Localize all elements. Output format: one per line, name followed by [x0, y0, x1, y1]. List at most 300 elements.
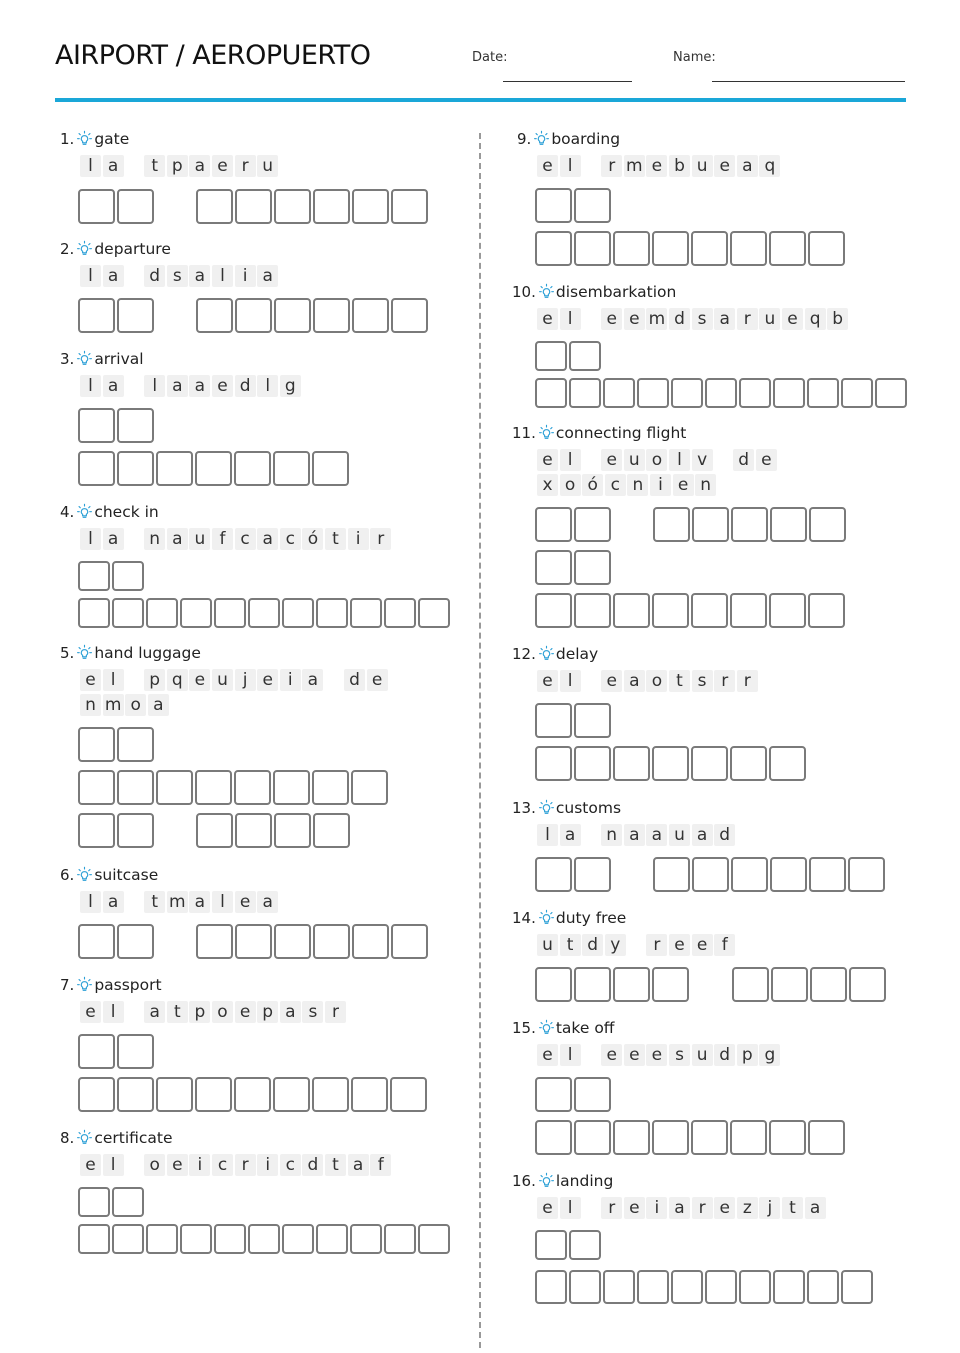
- answer-letter-box[interactable]: [535, 703, 572, 738]
- answer-letter-box[interactable]: [78, 561, 110, 591]
- answer-letter-box[interactable]: [316, 1224, 348, 1254]
- answer-letter-box[interactable]: [574, 593, 611, 628]
- answer-letter-box[interactable]: [274, 298, 311, 333]
- item-number: 14.: [512, 909, 536, 927]
- answer-letter-box[interactable]: [350, 598, 382, 628]
- letter-tile: l: [560, 670, 581, 692]
- letter-tile: t: [560, 934, 581, 956]
- answer-letter-box[interactable]: [691, 1120, 728, 1155]
- date-field[interactable]: [503, 81, 632, 82]
- answer-letter-box[interactable]: [180, 598, 212, 628]
- answer-letter-box[interactable]: [808, 1120, 845, 1155]
- lightbulb-hint-icon[interactable]: [539, 799, 554, 817]
- answer-letter-box[interactable]: [848, 857, 885, 892]
- answer-letter-box[interactable]: [535, 188, 572, 223]
- answer-letter-box[interactable]: [352, 924, 389, 959]
- letter-tile: l: [537, 824, 558, 846]
- letter-tile: r: [235, 1154, 256, 1176]
- letter-tile: r: [646, 934, 667, 956]
- answer-letter-box[interactable]: [770, 507, 807, 542]
- answer-letter-box[interactable]: [117, 1034, 154, 1069]
- lightbulb-hint-icon[interactable]: [539, 283, 554, 301]
- answer-letter-box[interactable]: [248, 1224, 280, 1254]
- answer-letter-box[interactable]: [841, 378, 873, 408]
- answer-letter-box[interactable]: [535, 857, 572, 892]
- answer-letter-box[interactable]: [603, 1270, 635, 1304]
- answer-letter-box[interactable]: [535, 967, 572, 1002]
- answer-letter-box[interactable]: [117, 408, 154, 443]
- letter-tile: l: [560, 1044, 581, 1066]
- answer-letter-box[interactable]: [613, 593, 650, 628]
- answer-letter-box[interactable]: [773, 1270, 805, 1304]
- lightbulb-hint-icon[interactable]: [77, 130, 92, 148]
- letter-tile: a: [189, 375, 210, 397]
- letter-tile: e: [782, 308, 803, 330]
- answer-letter-box[interactable]: [117, 813, 154, 848]
- answer-letter-box[interactable]: [156, 1077, 193, 1112]
- answer-letter-box[interactable]: [78, 408, 115, 443]
- answer-letter-box[interactable]: [574, 550, 611, 585]
- letter-tile: q: [759, 155, 780, 177]
- answer-letter-box[interactable]: [195, 1077, 232, 1112]
- letter-tile: e: [80, 669, 101, 691]
- answer-letter-box[interactable]: [273, 770, 310, 805]
- answer-letter-box[interactable]: [731, 507, 768, 542]
- letter-tile: e: [235, 1001, 256, 1023]
- answer-letter-box[interactable]: [769, 1120, 806, 1155]
- answer-letter-box[interactable]: [351, 1077, 388, 1112]
- letter-tile: r: [601, 1197, 622, 1219]
- answer-letter-box[interactable]: [731, 857, 768, 892]
- letter-tile: u: [189, 528, 210, 550]
- letter-tile: a: [189, 891, 210, 913]
- letter-tile: l: [80, 375, 101, 397]
- answer-letter-box[interactable]: [535, 507, 572, 542]
- letter-tile: d: [733, 449, 754, 471]
- answer-letter-box[interactable]: [730, 746, 767, 781]
- question-line: [512, 797, 621, 819]
- answer-letter-box[interactable]: [569, 1270, 601, 1304]
- letter-tile: c: [280, 528, 301, 550]
- letter-tile: r: [370, 528, 391, 550]
- answer-letter-box[interactable]: [739, 378, 771, 408]
- letter-tile: a: [302, 669, 323, 691]
- letter-tile: p: [737, 1044, 758, 1066]
- answer-letter-box[interactable]: [652, 746, 689, 781]
- answer-letter-box[interactable]: [875, 378, 907, 408]
- answer-letter-box[interactable]: [196, 924, 233, 959]
- letter-tile: n: [695, 474, 716, 496]
- letter-tile: p: [144, 669, 165, 691]
- answer-letter-box[interactable]: [807, 378, 839, 408]
- letter-tile: v: [692, 449, 713, 471]
- answer-letter-box[interactable]: [809, 507, 846, 542]
- answer-letter-box[interactable]: [78, 924, 115, 959]
- answer-letter-box[interactable]: [351, 770, 388, 805]
- answer-letter-box[interactable]: [535, 1270, 567, 1304]
- answer-letter-box[interactable]: [117, 189, 154, 224]
- letter-tile: a: [167, 528, 188, 550]
- answer-letter-box[interactable]: [691, 746, 728, 781]
- answer-letter-box[interactable]: [769, 231, 806, 266]
- answer-letter-box[interactable]: [234, 451, 271, 486]
- answer-letter-box[interactable]: [117, 924, 154, 959]
- answer-letter-box[interactable]: [384, 598, 416, 628]
- letter-tile: a: [144, 1001, 165, 1023]
- letter-tile: e: [646, 1044, 667, 1066]
- answer-letter-box[interactable]: [313, 298, 350, 333]
- lightbulb-hint-icon[interactable]: [77, 1129, 92, 1147]
- answer-letter-box[interactable]: [574, 1120, 611, 1155]
- item-number: 5.: [60, 644, 75, 662]
- letter-tile: a: [257, 528, 278, 550]
- answer-letter-box[interactable]: [391, 924, 428, 959]
- letter-tile: u: [624, 449, 645, 471]
- answer-letter-box[interactable]: [807, 1270, 839, 1304]
- answer-letter-box[interactable]: [78, 1224, 110, 1254]
- item-number: 13.: [512, 799, 536, 817]
- answer-letter-box[interactable]: [574, 746, 611, 781]
- answer-letter-box[interactable]: [196, 298, 233, 333]
- letter-tile: a: [167, 375, 188, 397]
- letter-tile: a: [805, 1197, 826, 1219]
- answer-letter-box[interactable]: [771, 967, 808, 1002]
- answer-letter-box[interactable]: [112, 1224, 144, 1254]
- english-word: delay: [555, 645, 599, 663]
- answer-letter-box[interactable]: [535, 378, 567, 408]
- answer-letter-box[interactable]: [274, 813, 311, 848]
- answer-letter-box[interactable]: [730, 593, 767, 628]
- letter-tile: e: [714, 1197, 735, 1219]
- answer-letter-box[interactable]: [574, 231, 611, 266]
- answer-letter-box[interactable]: [214, 1224, 246, 1254]
- answer-letter-box[interactable]: [671, 1270, 703, 1304]
- question-line: [512, 907, 626, 929]
- answer-letter-box[interactable]: [574, 967, 611, 1002]
- letter-tile: r: [737, 670, 758, 692]
- answer-letter-box[interactable]: [705, 378, 737, 408]
- answer-letter-box[interactable]: [732, 967, 769, 1002]
- answer-letter-box[interactable]: [273, 451, 310, 486]
- answer-letter-box[interactable]: [637, 378, 669, 408]
- lightbulb-hint-icon[interactable]: [539, 645, 554, 663]
- letter-tile: a: [103, 528, 124, 550]
- question-line: [60, 864, 158, 886]
- answer-letter-box[interactable]: [235, 813, 272, 848]
- answer-letter-box[interactable]: [574, 507, 611, 542]
- answer-letter-box[interactable]: [117, 727, 154, 762]
- answer-letter-box[interactable]: [637, 1270, 669, 1304]
- answer-letter-box[interactable]: [78, 598, 110, 628]
- answer-letter-box[interactable]: [574, 1077, 611, 1112]
- answer-letter-box[interactable]: [312, 770, 349, 805]
- answer-letter-box[interactable]: [770, 857, 807, 892]
- answer-letter-box[interactable]: [390, 1077, 427, 1112]
- english-word: landing: [555, 1172, 614, 1190]
- letter-tile: a: [737, 155, 758, 177]
- lightbulb-hint-icon[interactable]: [539, 424, 554, 442]
- lightbulb-hint-icon[interactable]: [77, 350, 92, 368]
- answer-letter-box[interactable]: [282, 1224, 314, 1254]
- letter-tile: g: [280, 375, 301, 397]
- answer-letter-box[interactable]: [282, 598, 314, 628]
- letter-tile: l: [103, 669, 124, 691]
- letter-tile: e: [257, 669, 278, 691]
- answer-letter-box[interactable]: [78, 813, 115, 848]
- answer-letter-box[interactable]: [195, 770, 232, 805]
- letter-tile: r: [737, 308, 758, 330]
- letter-tile: p: [189, 1001, 210, 1023]
- answer-letter-box[interactable]: [705, 1270, 737, 1304]
- letter-tile: i: [189, 1154, 210, 1176]
- letter-tile: l: [80, 891, 101, 913]
- letter-tile: l: [80, 265, 101, 287]
- answer-letter-box[interactable]: [248, 598, 280, 628]
- answer-letter-box[interactable]: [535, 231, 572, 266]
- answer-letter-box[interactable]: [312, 451, 349, 486]
- letter-tile: c: [605, 474, 626, 496]
- letter-tile: s: [302, 1001, 323, 1023]
- english-word: arrival: [94, 350, 144, 368]
- answer-letter-box[interactable]: [739, 1270, 771, 1304]
- item-number: 15.: [512, 1019, 536, 1037]
- answer-letter-box[interactable]: [692, 507, 729, 542]
- answer-letter-box[interactable]: [810, 967, 847, 1002]
- letter-tile: z: [737, 1197, 758, 1219]
- answer-letter-box[interactable]: [180, 1224, 212, 1254]
- answer-letter-box[interactable]: [613, 967, 650, 1002]
- answer-letter-box[interactable]: [535, 746, 572, 781]
- answer-letter-box[interactable]: [653, 857, 690, 892]
- answer-letter-box[interactable]: [769, 593, 806, 628]
- answer-letter-box[interactable]: [653, 507, 690, 542]
- answer-letter-box[interactable]: [156, 451, 193, 486]
- answer-letter-box[interactable]: [769, 746, 806, 781]
- answer-letter-box[interactable]: [535, 1230, 567, 1260]
- english-word: customs: [555, 799, 622, 817]
- answer-letter-box[interactable]: [692, 857, 729, 892]
- answer-letter-box[interactable]: [569, 341, 601, 371]
- question-line: [60, 128, 129, 150]
- answer-letter-box[interactable]: [352, 298, 389, 333]
- answer-letter-box[interactable]: [78, 298, 115, 333]
- letter-tile: r: [692, 1197, 713, 1219]
- letter-tile: s: [692, 670, 713, 692]
- lightbulb-hint-icon[interactable]: [539, 1172, 554, 1190]
- answer-letter-box[interactable]: [196, 813, 233, 848]
- answer-letter-box[interactable]: [652, 1120, 689, 1155]
- answer-letter-box[interactable]: [235, 298, 272, 333]
- answer-letter-box[interactable]: [613, 746, 650, 781]
- answer-letter-box[interactable]: [235, 189, 272, 224]
- answer-letter-box[interactable]: [808, 231, 845, 266]
- letter-tile: d: [302, 1154, 323, 1176]
- answer-letter-box[interactable]: [574, 188, 611, 223]
- letter-tile: j: [235, 669, 256, 691]
- letter-tile: e: [714, 155, 735, 177]
- answer-letter-box[interactable]: [841, 1270, 873, 1304]
- letter-tile: l: [560, 308, 581, 330]
- letter-tile: c: [235, 528, 256, 550]
- answer-letter-box[interactable]: [78, 1187, 110, 1217]
- letter-tile: n: [627, 474, 648, 496]
- answer-letter-box[interactable]: [535, 1077, 572, 1112]
- answer-letter-box[interactable]: [535, 1120, 572, 1155]
- letter-tile: a: [148, 694, 169, 716]
- lightbulb-hint-icon[interactable]: [534, 130, 549, 148]
- letter-tile: e: [601, 670, 622, 692]
- answer-letter-box[interactable]: [117, 1077, 154, 1112]
- answer-letter-box[interactable]: [809, 857, 846, 892]
- letter-tile: f: [370, 1154, 391, 1176]
- letter-tile: e: [80, 1154, 101, 1176]
- letter-tile: i: [257, 1154, 278, 1176]
- letter-tile: a: [257, 265, 278, 287]
- answer-letter-box[interactable]: [391, 298, 428, 333]
- answer-letter-box[interactable]: [391, 189, 428, 224]
- answer-letter-box[interactable]: [603, 378, 635, 408]
- answer-letter-box[interactable]: [652, 231, 689, 266]
- answer-letter-box[interactable]: [569, 1230, 601, 1260]
- letter-tile: u: [212, 669, 233, 691]
- answer-letter-box[interactable]: [274, 189, 311, 224]
- answer-letter-box[interactable]: [156, 770, 193, 805]
- letter-tile: e: [212, 375, 233, 397]
- answer-letter-box[interactable]: [418, 1224, 450, 1254]
- answer-letter-box[interactable]: [78, 1077, 115, 1112]
- question-line: [512, 1017, 614, 1039]
- answer-letter-box[interactable]: [808, 593, 845, 628]
- letter-tile: r: [714, 670, 735, 692]
- answer-letter-box[interactable]: [652, 967, 689, 1002]
- letter-tile: q: [167, 669, 188, 691]
- lightbulb-hint-icon[interactable]: [77, 644, 92, 662]
- name-field[interactable]: [712, 81, 905, 82]
- answer-letter-box[interactable]: [78, 770, 115, 805]
- answer-letter-box[interactable]: [691, 593, 728, 628]
- lightbulb-hint-icon[interactable]: [77, 503, 92, 521]
- answer-letter-box[interactable]: [384, 1224, 416, 1254]
- lightbulb-hint-icon[interactable]: [539, 909, 554, 927]
- answer-letter-box[interactable]: [112, 1187, 144, 1217]
- answer-letter-box[interactable]: [112, 598, 144, 628]
- answer-letter-box[interactable]: [78, 727, 115, 762]
- answer-letter-box[interactable]: [350, 1224, 382, 1254]
- letter-tile: f: [714, 934, 735, 956]
- answer-letter-box[interactable]: [196, 189, 233, 224]
- answer-letter-box[interactable]: [352, 189, 389, 224]
- answer-letter-box[interactable]: [313, 924, 350, 959]
- answer-letter-box[interactable]: [146, 598, 178, 628]
- answer-letter-box[interactable]: [234, 770, 271, 805]
- answer-letter-box[interactable]: [730, 231, 767, 266]
- answer-letter-box[interactable]: [78, 451, 115, 486]
- letter-tile: l: [80, 528, 101, 550]
- lightbulb-hint-icon[interactable]: [77, 976, 92, 994]
- letter-tile: b: [669, 155, 690, 177]
- answer-letter-box[interactable]: [773, 378, 805, 408]
- item-number: 6.: [60, 866, 75, 884]
- letter-tile: a: [103, 155, 124, 177]
- letter-tile: t: [782, 1197, 803, 1219]
- answer-letter-box[interactable]: [535, 550, 572, 585]
- answer-letter-box[interactable]: [313, 813, 350, 848]
- answer-letter-box[interactable]: [234, 1077, 271, 1112]
- answer-letter-box[interactable]: [312, 1077, 349, 1112]
- letter-tile: e: [167, 1154, 188, 1176]
- answer-letter-box[interactable]: [117, 770, 154, 805]
- letter-tile: a: [280, 1001, 301, 1023]
- letter-tile: i: [650, 474, 671, 496]
- letter-tile: l: [560, 1197, 581, 1219]
- answer-letter-box[interactable]: [117, 451, 154, 486]
- letter-tile: d: [714, 824, 735, 846]
- item-number: 4.: [60, 503, 75, 521]
- answer-letter-box[interactable]: [569, 378, 601, 408]
- letter-tile: e: [537, 449, 558, 471]
- answer-letter-box[interactable]: [273, 1077, 310, 1112]
- header-rule: [55, 98, 906, 102]
- answer-letter-box[interactable]: [730, 1120, 767, 1155]
- answer-letter-box[interactable]: [535, 341, 567, 371]
- answer-letter-box[interactable]: [78, 189, 115, 224]
- answer-letter-box[interactable]: [574, 703, 611, 738]
- answer-letter-box[interactable]: [112, 561, 144, 591]
- letter-tile: s: [167, 265, 188, 287]
- answer-letter-box[interactable]: [117, 298, 154, 333]
- letter-tile: e: [189, 669, 210, 691]
- answer-letter-box[interactable]: [316, 598, 348, 628]
- letter-tile: x: [537, 474, 558, 496]
- letter-tile: e: [537, 1044, 558, 1066]
- english-word: take off: [555, 1019, 615, 1037]
- question-line: [512, 643, 598, 665]
- answer-letter-box[interactable]: [574, 857, 611, 892]
- answer-letter-box[interactable]: [235, 924, 272, 959]
- answer-letter-box[interactable]: [849, 967, 886, 1002]
- lightbulb-hint-icon[interactable]: [77, 240, 92, 258]
- answer-letter-box[interactable]: [535, 593, 572, 628]
- answer-letter-box[interactable]: [195, 451, 232, 486]
- answer-letter-box[interactable]: [671, 378, 703, 408]
- answer-letter-box[interactable]: [613, 231, 650, 266]
- english-word: hand luggage: [94, 644, 201, 662]
- letter-tile: a: [624, 670, 645, 692]
- letter-tile: l: [80, 155, 101, 177]
- answer-letter-box[interactable]: [146, 1224, 178, 1254]
- answer-letter-box[interactable]: [274, 924, 311, 959]
- letter-tile: u: [537, 934, 558, 956]
- answer-letter-box[interactable]: [214, 598, 246, 628]
- answer-letter-box[interactable]: [313, 189, 350, 224]
- english-word: connecting flight: [555, 424, 687, 442]
- letter-tile: a: [348, 1154, 369, 1176]
- answer-letter-box[interactable]: [418, 598, 450, 628]
- letter-tile: a: [669, 1197, 690, 1219]
- answer-letter-box[interactable]: [78, 1034, 115, 1069]
- lightbulb-hint-icon[interactable]: [539, 1019, 554, 1037]
- letter-tile: e: [624, 308, 645, 330]
- letter-tile: r: [325, 1001, 346, 1023]
- letter-tile: e: [692, 934, 713, 956]
- answer-letter-box[interactable]: [613, 1120, 650, 1155]
- letter-tile: o: [125, 694, 146, 716]
- letter-tile: c: [280, 1154, 301, 1176]
- question-line: [60, 642, 201, 664]
- answer-letter-box[interactable]: [652, 593, 689, 628]
- answer-letter-box[interactable]: [691, 231, 728, 266]
- lightbulb-hint-icon[interactable]: [77, 866, 92, 884]
